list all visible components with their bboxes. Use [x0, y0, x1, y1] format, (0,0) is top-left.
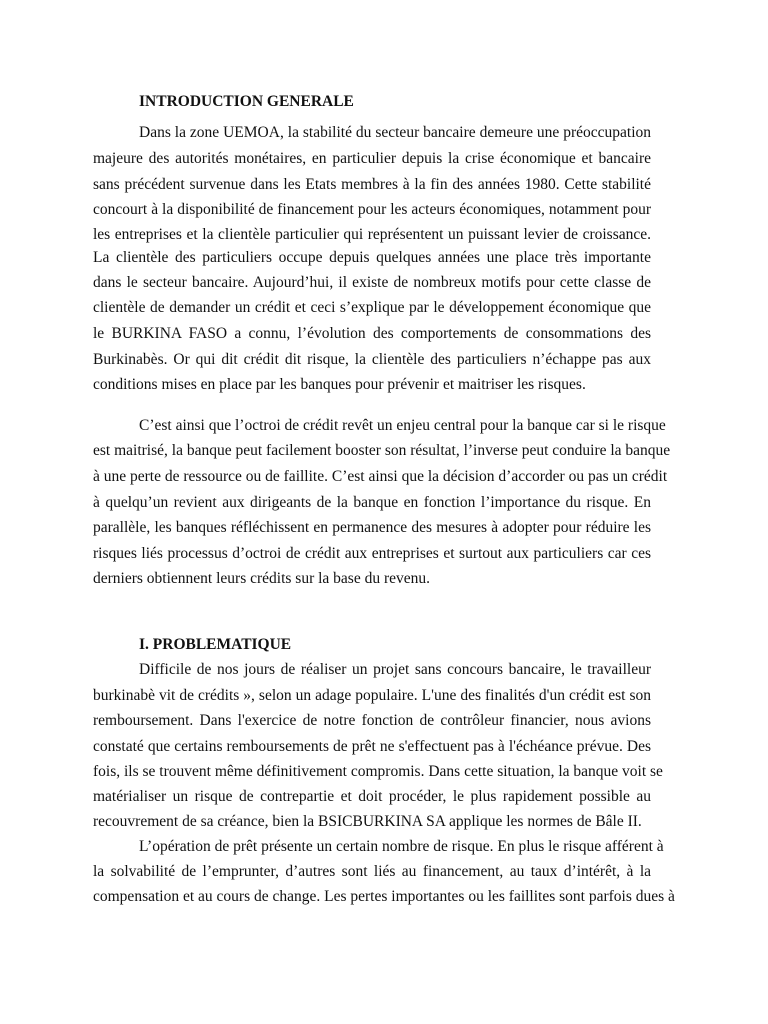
text-line: burkinabè vit de crédits », selon un adage populaire. L'une des finalités d'un crédit est son [93, 687, 651, 704]
text-line: le BURKINA FASO a connu, l’évolution des comportements de consommations des [93, 325, 651, 342]
text-line: à quelqu’un revient aux dirigeants de la banque en fonction l’importance du risque. En [93, 494, 651, 511]
text-line: Burkinabès. Or qui dit crédit dit risque, la clientèle des particuliers n’échappe pas aux [93, 351, 651, 368]
text-line: L’opération de prêt présente un certain nombre de risque. En plus le risque afférent à [139, 838, 664, 855]
text-line: risques liés processus d’octroi de crédit aux entreprises et surtout aux particuliers car ces [93, 545, 651, 562]
text-line: fois, ils se trouvent même définitivement compromis. Dans cette situation, la banque voit se [93, 763, 663, 780]
text-line: concourt à la disponibilité de financement pour les acteurs économiques, notamment pour [93, 201, 651, 218]
text-line: constaté que certains remboursements de prêt ne s'effectuent pas à l'échéance prévue. Des [93, 738, 651, 755]
text-line: Dans la zone UEMOA, la stabilité du secteur bancaire demeure une préoccupation [139, 124, 651, 141]
text-line: La clientèle des particuliers occupe depuis quelques années une place très importante [93, 249, 651, 266]
introduction-heading: INTRODUCTION GENERALE [139, 93, 354, 110]
text-line: compensation et au cours de change. Les pertes importantes ou les faillites sont parfois dues à [93, 888, 675, 905]
text-line: sans précédent survenue dans les Etats membres à la fin des années 1980. Cette stabilité [93, 176, 651, 193]
text-line: conditions mises en place par les banques pour prévenir et maitriser les risques. [93, 376, 586, 393]
text-line: est maitrisé, la banque peut facilement booster son résultat, l’inverse peut conduire la banque [93, 442, 671, 459]
text-line: parallèle, les banques réfléchissent en permanence des mesures à adopter pour réduire les [93, 519, 651, 536]
text-line: les entreprises et la clientèle particulier qui représentent un puissant levier de croissance. [93, 226, 651, 243]
text-line: majeure des autorités monétaires, en particulier depuis la crise économique et bancaire [93, 150, 651, 167]
text-line: à une perte de ressource ou de faillite. C’est ainsi que la décision d’accorder ou pas un crédit [93, 468, 668, 485]
text-line: remboursement. Dans l'exercice de notre fonction de contrôleur financier, nous avions [93, 712, 651, 729]
text-line: clientèle de demander un crédit et ceci s’explique par le développement économique que [93, 299, 651, 316]
problematique-heading: I. PROBLEMATIQUE [139, 636, 292, 653]
text-line: Difficile de nos jours de réaliser un projet sans concours bancaire, le travailleur [139, 661, 651, 678]
text-line: matérialiser un risque de contrepartie et doit procéder, le plus rapidement possible au [93, 788, 651, 805]
text-line: derniers obtiennent leurs crédits sur la base du revenu. [93, 570, 431, 587]
text-line: dans le secteur bancaire. Aujourd’hui, il existe de nombreux motifs pour cette classe de [93, 274, 651, 291]
text-line: recouvrement de sa créance, bien la BSICBURKINA SA applique les normes de Bâle II. [93, 813, 642, 830]
text-line: C’est ainsi que l’octroi de crédit revêt un enjeu central pour la banque car si le risque [139, 417, 666, 434]
text-line: la solvabilité de l’emprunter, d’autres sont liés au financement, au taux d’intérêt, à la [93, 863, 651, 880]
